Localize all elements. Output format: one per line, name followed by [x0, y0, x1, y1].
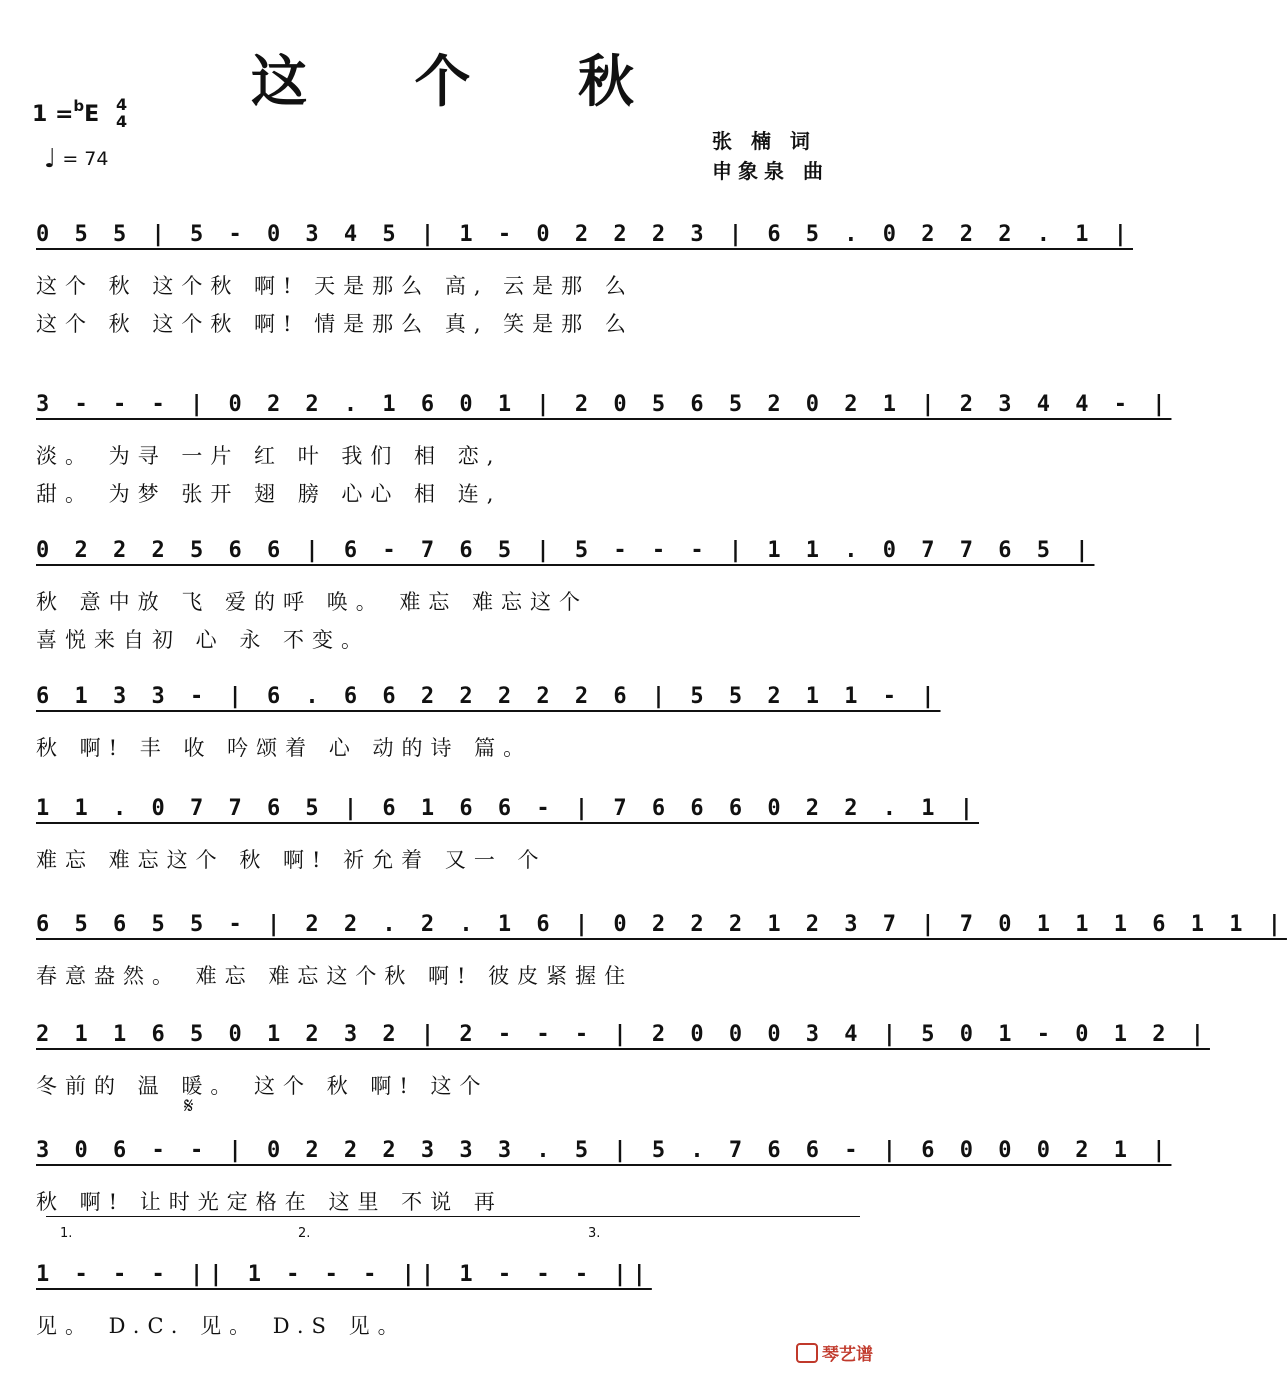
notation-line: 6 5 6 5 5 - | 2 2 . 2 . 1 6 | 0 2 2 2 1 2 3 7 | 7 0 1 1 1 6 1 1 |	[36, 912, 1287, 937]
notation-line: 1 - - - || 1 - - - || 1 - - - ||	[36, 1262, 652, 1287]
lyric-verse-1: 秋 啊! 让时光定格在 这里 不说 再	[36, 1190, 503, 1214]
lyric-verse-2: 甜。 为梦 张开 翅 膀 心心 相 连,	[36, 482, 502, 506]
watermark-text: 琴艺谱	[822, 1345, 873, 1365]
notation-line: 3 0 6 - - | 0 2 2 2 3 3 3 . 5 | 5 . 7 6 6 - | 6 0 0 0 2 1 |	[36, 1138, 1172, 1163]
watermark	[796, 1340, 873, 1365]
composer: 申象泉 曲	[712, 159, 829, 183]
credits	[712, 126, 829, 186]
key-prefix: 1 =	[32, 102, 74, 127]
lyric-verse-1: 这个 秋 这个秋 啊! 天是那么 高, 云是那 么	[36, 274, 634, 298]
segno-icon: 𝄋	[184, 1094, 194, 1119]
tempo-value: = 74	[62, 148, 109, 170]
lyric-verse-1: 春意盎然。 难忘 难忘这个秋 啊! 彼皮紧握住	[36, 964, 634, 988]
time-signature	[116, 96, 127, 130]
notation-line: 2 1 1 6 5 0 1 2 3 2 | 2 - - - | 2 0 0 0 3 4 | 5 0 1 - 0 1 2 |	[36, 1022, 1210, 1047]
ending-2-bracket: 2.	[298, 1226, 311, 1241]
notation-line: 0 5 5 | 5 - 0 3 4 5 | 1 - 0 2 2 2 3 | 6 5 . 0 2 2 2 . 1 |	[36, 222, 1133, 247]
lyric-verse-1: 秋 意中放 飞 爱的呼 唤。 难忘 难忘这个	[36, 590, 589, 614]
page-title: 这 个 秋	[251, 49, 678, 115]
lyric-verse-1: 见。 D.C. 见。 D.S 见。	[36, 1314, 407, 1338]
notation-line: 1 1 . 0 7 7 6 5 | 6 1 6 6 - | 7 6 6 6 0 2 2 . 1 |	[36, 796, 980, 821]
lyric-verse-1: 秋 啊! 丰 收 吟颂着 心 动的诗 篇。	[36, 736, 533, 760]
lyric-verse-1: 难忘 难忘这个 秋 啊! 祈允着 又一 个	[36, 848, 547, 872]
lyric-verse-2: 这个 秋 这个秋 啊! 情是那么 真, 笑是那 么	[36, 312, 634, 336]
time-signature-bottom: 4	[116, 112, 128, 131]
logo-icon	[796, 1343, 818, 1363]
notation-line: 3 - - - | 0 2 2 . 1 6 0 1 | 2 0 5 6 5 2 0 2 1 | 2 3 4 4 - |	[36, 392, 1172, 417]
lyric-verse-1: 淡。 为寻 一片 红 叶 我们 相 恋,	[36, 444, 502, 468]
time-signature-top: 4	[116, 95, 128, 114]
notation-line: 6 1 3 3 - | 6 . 6 6 2 2 2 2 2 6 | 5 5 2 1 1 - |	[36, 684, 941, 709]
quarter-note-icon: ♩	[44, 144, 57, 174]
lyric-verse-1: 冬前的 温 暖。 这个 秋 啊! 这个	[36, 1074, 489, 1098]
endings-line	[46, 1216, 860, 1229]
ending-1-bracket: 1.	[60, 1226, 73, 1241]
lyricist: 张 楠 词	[712, 129, 816, 153]
notation-line: 0 2 2 2 5 6 6 | 6 - 7 6 5 | 5 - - - | 1 1 . 0 7 7 6 5 |	[36, 538, 1095, 563]
ending-3-bracket: 3.	[588, 1226, 601, 1241]
key-signature	[32, 97, 100, 127]
key-tonic: E	[84, 102, 100, 127]
lyric-verse-2: 喜悦来自初 心 永 不变。	[36, 628, 371, 652]
tempo-marking	[44, 144, 108, 174]
flat-sign: b	[73, 97, 85, 115]
